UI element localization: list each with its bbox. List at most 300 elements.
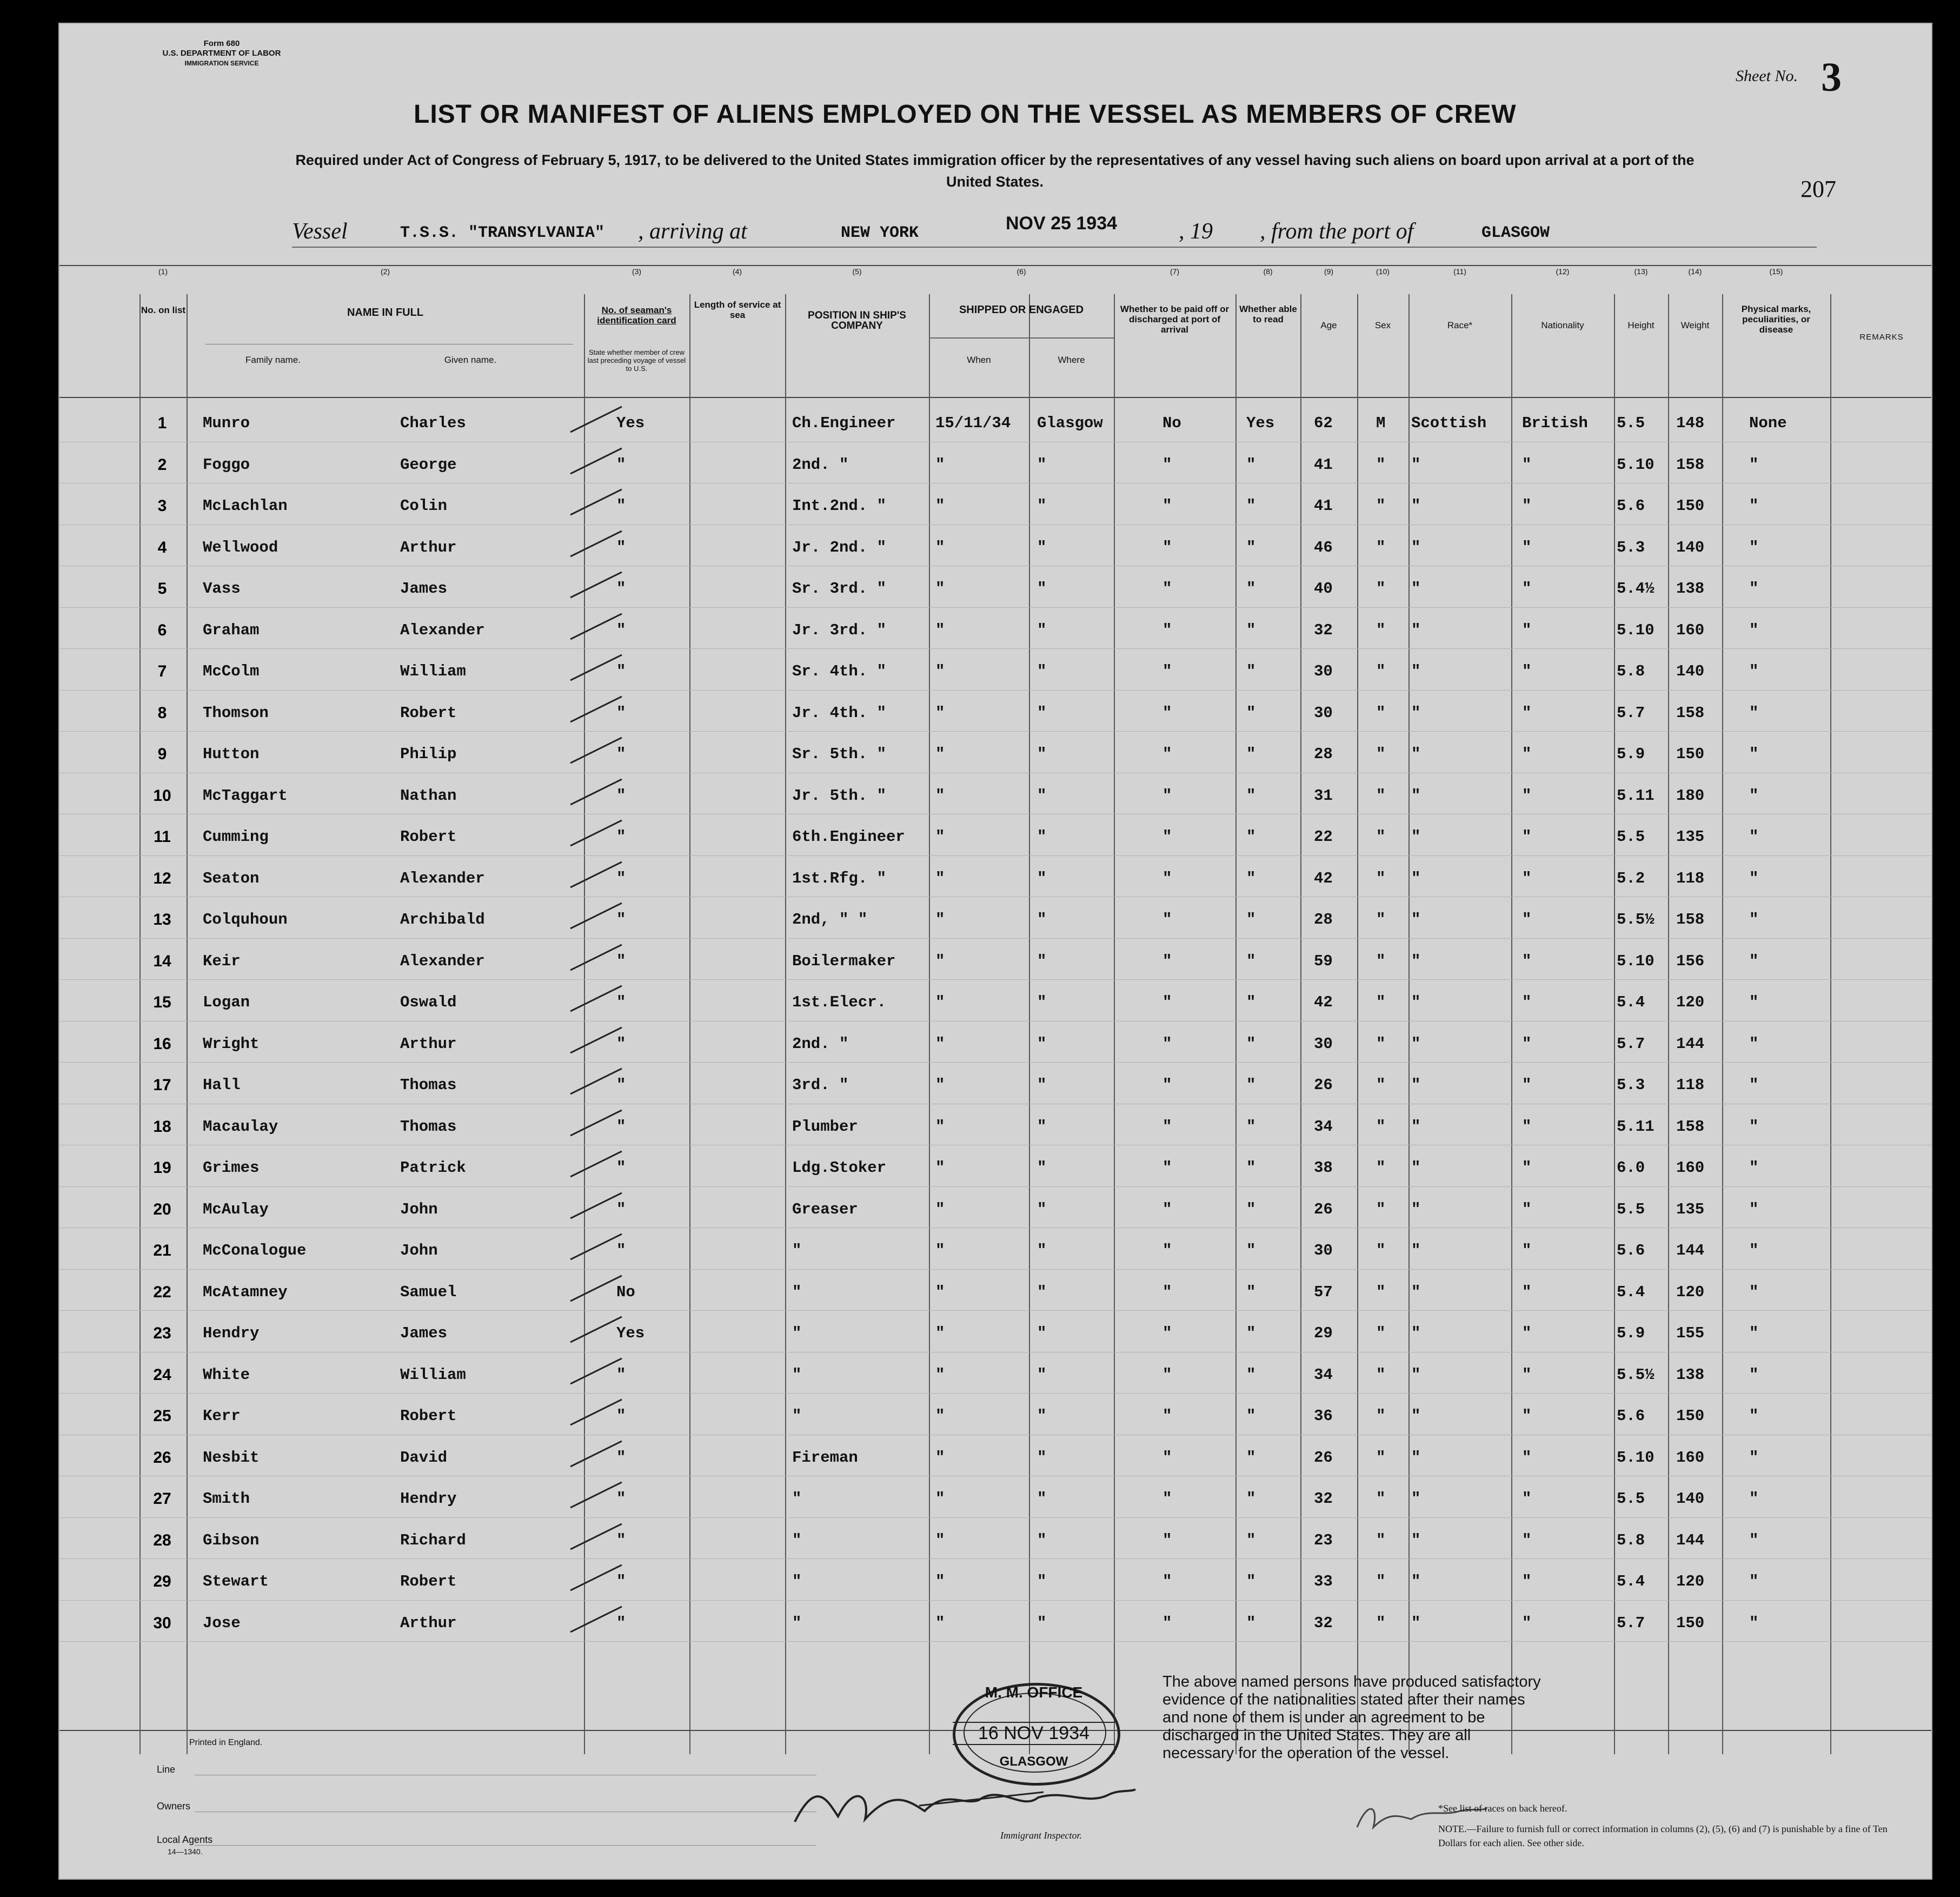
row-age: 38 [1314, 1159, 1333, 1177]
header-family: Family name. [245, 355, 301, 365]
row-paid: " [1162, 1490, 1172, 1508]
row-when: " [935, 580, 945, 598]
row-age: 26 [1314, 1448, 1333, 1467]
row-nat: " [1522, 621, 1532, 639]
row-marks: " [1749, 538, 1759, 556]
row-given: Patrick [400, 1159, 466, 1177]
row-family: Gibson [203, 1531, 260, 1549]
row-race: " [1411, 704, 1421, 722]
row-where: " [1037, 828, 1047, 846]
row-where: " [1037, 455, 1047, 474]
header-name: NAME IN FULL [347, 307, 424, 319]
row-height: 5.7 [1617, 1614, 1645, 1632]
row-given: David [400, 1448, 448, 1467]
header-shipped: SHIPPED OR ENGAGED [959, 304, 1084, 316]
sheet-label: Sheet No. [1736, 67, 1798, 85]
row-race: " [1411, 1076, 1421, 1094]
row-sex: " [1376, 1034, 1386, 1053]
row-nat: " [1522, 1614, 1532, 1632]
row-paid: " [1162, 704, 1172, 722]
row-height: 5.3 [1617, 1076, 1645, 1094]
row-sex: " [1376, 1117, 1386, 1136]
row-age: 28 [1314, 911, 1333, 928]
row-age: 31 [1314, 786, 1333, 805]
row-paid: " [1162, 1076, 1172, 1094]
row-family: Smith [203, 1490, 250, 1508]
row-given: Richard [400, 1531, 466, 1549]
col-num: (14) [1688, 267, 1702, 276]
row-read: " [1246, 1283, 1256, 1301]
row-nat: " [1522, 1076, 1532, 1094]
row-family: Wellwood [203, 538, 278, 556]
row-nat: " [1522, 662, 1532, 680]
row-family: Wright [203, 1034, 260, 1053]
header-where: Where [1058, 355, 1085, 365]
row-paid: " [1162, 1324, 1172, 1342]
row-marks: " [1749, 1200, 1759, 1218]
header-remarks: REMARKS [1859, 333, 1904, 342]
row-when: " [935, 1365, 945, 1384]
row-race: " [1411, 497, 1421, 515]
row-paid: " [1162, 1531, 1172, 1549]
col-num: (15) [1769, 267, 1783, 276]
row-race: " [1411, 1283, 1421, 1301]
row-id: " [616, 993, 626, 1011]
row-sex: " [1376, 497, 1386, 515]
row-read: " [1246, 786, 1256, 805]
row-when: " [935, 1242, 945, 1259]
row-position: Ldg.Stoker [792, 1159, 887, 1177]
row-race: " [1411, 1573, 1421, 1590]
row-weight: 138 [1676, 1365, 1705, 1384]
row-where: " [1037, 1614, 1047, 1632]
row-id: " [616, 1365, 626, 1384]
row-marks: " [1749, 952, 1759, 970]
row-height: 5.4 [1617, 1283, 1645, 1301]
row-id: Yes [616, 1324, 645, 1342]
row-no: 23 [153, 1324, 171, 1342]
row-height: 5.5½ [1617, 1365, 1655, 1384]
row-paid: " [1162, 1159, 1172, 1177]
row-where: " [1037, 1034, 1047, 1053]
row-position: 2nd, " " [792, 911, 868, 928]
header-position: POSITION IN SHIP'S COMPANY [808, 310, 906, 331]
agents-label: Local Agents [157, 1834, 213, 1845]
row-height: 5.6 [1617, 1407, 1645, 1425]
row-given: Robert [400, 704, 457, 722]
row-paid: " [1162, 1117, 1172, 1136]
row-nat: " [1522, 1200, 1532, 1218]
row-no: 27 [153, 1490, 171, 1508]
row-no: 22 [153, 1283, 171, 1301]
row-paid: " [1162, 580, 1172, 598]
row-read: " [1246, 1531, 1256, 1549]
row-family: McConalogue [203, 1242, 307, 1259]
row-when: " [935, 745, 945, 763]
row-marks: " [1749, 1076, 1759, 1094]
row-where: " [1037, 1076, 1047, 1094]
form-title: LIST OR MANIFEST OF ALIENS EMPLOYED ON THE VESSEL AS MEMBERS OF CREW [414, 100, 1517, 129]
row-given: Nathan [400, 786, 457, 805]
row-race: " [1411, 1034, 1421, 1053]
row-where: " [1037, 1283, 1047, 1301]
row-age: 30 [1314, 1034, 1333, 1053]
row-read: " [1246, 538, 1256, 556]
row-marks: None [1749, 414, 1787, 432]
row-where: " [1037, 497, 1047, 515]
row-position: " [792, 1365, 802, 1384]
row-id: " [616, 869, 626, 887]
row-when: " [935, 1200, 945, 1218]
row-marks: " [1749, 993, 1759, 1011]
row-height: 5.5½ [1617, 911, 1655, 928]
row-no: 29 [153, 1573, 171, 1590]
row-where: " [1037, 1573, 1047, 1590]
form-number: Form 680 [203, 39, 240, 48]
row-nat: " [1522, 538, 1532, 556]
row-read: " [1246, 1448, 1256, 1467]
row-weight: 150 [1676, 745, 1705, 763]
header-weight: Weight [1680, 320, 1710, 330]
row-when: " [935, 1159, 945, 1177]
row-race: " [1411, 538, 1421, 556]
row-paid: " [1162, 952, 1172, 970]
row-family: McLachlan [203, 497, 288, 515]
row-age: 41 [1314, 497, 1333, 515]
row-read: " [1246, 869, 1256, 887]
row-family: McTaggart [203, 786, 288, 805]
row-when: " [935, 1034, 945, 1053]
row-id: " [616, 1242, 626, 1259]
row-nat: " [1522, 497, 1532, 515]
row-where: " [1037, 621, 1047, 639]
row-sex: " [1376, 1242, 1386, 1259]
row-paid: " [1162, 1034, 1172, 1053]
row-no: 14 [153, 952, 171, 970]
row-given: Arthur [400, 1614, 457, 1632]
row-no: 4 [157, 538, 167, 556]
col-num: (11) [1453, 267, 1466, 276]
stamp-date: 16 NOV 1934 [953, 1722, 1115, 1745]
row-no: 26 [153, 1448, 171, 1467]
row-when: " [935, 1531, 945, 1549]
row-race: " [1411, 1531, 1421, 1549]
row-marks: " [1749, 704, 1759, 722]
row-marks: " [1749, 745, 1759, 763]
row-when: " [935, 828, 945, 846]
row-race: " [1411, 869, 1421, 887]
row-height: 5.9 [1617, 1324, 1645, 1342]
row-position: " [792, 1614, 802, 1632]
row-when: " [935, 1117, 945, 1136]
row-read: " [1246, 497, 1256, 515]
row-position: Jr. 5th. " [792, 786, 887, 805]
row-read: Yes [1246, 414, 1275, 432]
row-read: " [1246, 828, 1256, 846]
row-weight: 135 [1676, 1200, 1705, 1218]
row-age: 41 [1314, 455, 1333, 474]
row-sex: " [1376, 538, 1386, 556]
row-nat: " [1522, 1324, 1532, 1342]
row-family: Foggo [203, 455, 250, 474]
row-nat: " [1522, 1034, 1532, 1053]
row-no: 24 [153, 1365, 171, 1384]
row-marks: " [1749, 1365, 1759, 1384]
row-nat: " [1522, 455, 1532, 474]
row-position: Boilermaker [792, 952, 896, 970]
row-where: " [1037, 704, 1047, 722]
row-given: Philip [400, 745, 457, 763]
row-given: Arthur [400, 538, 457, 556]
row-given: Hendry [400, 1490, 457, 1508]
row-family: Grimes [203, 1159, 260, 1177]
row-age: 29 [1314, 1324, 1333, 1342]
col-num: (8) [1263, 267, 1273, 276]
row-weight: 138 [1676, 580, 1705, 598]
row-age: 42 [1314, 993, 1333, 1011]
row-given: Thomas [400, 1076, 457, 1094]
row-given: John [400, 1242, 438, 1259]
row-race: " [1411, 1614, 1421, 1632]
row-height: 5.2 [1617, 869, 1645, 887]
manifest-sheet [58, 23, 1932, 1880]
row-where: " [1037, 1159, 1047, 1177]
row-weight: 140 [1676, 662, 1705, 680]
row-given: Colin [400, 497, 448, 515]
row-height: 5.5 [1617, 828, 1645, 846]
row-id: " [616, 580, 626, 598]
row-where: " [1037, 1324, 1047, 1342]
row-nat: " [1522, 1242, 1532, 1259]
row-sex: " [1376, 662, 1386, 680]
row-nat: " [1522, 786, 1532, 805]
row-when: " [935, 538, 945, 556]
row-weight: 160 [1676, 621, 1705, 639]
row-where: " [1037, 869, 1047, 887]
row-id: " [616, 745, 626, 763]
header-given: Given name. [444, 355, 497, 365]
row-race: " [1411, 911, 1421, 928]
row-age: 26 [1314, 1200, 1333, 1218]
row-position: Jr. 3rd. " [792, 621, 887, 639]
col-num: (4) [732, 267, 742, 276]
form-code: 14—1340. [168, 1847, 203, 1856]
row-read: " [1246, 1242, 1256, 1259]
row-no: 16 [153, 1034, 171, 1053]
row-no: 30 [153, 1614, 171, 1632]
row-position: 2nd. " [792, 1034, 849, 1053]
row-marks: " [1749, 621, 1759, 639]
row-height: 5.10 [1617, 1448, 1655, 1467]
row-age: 34 [1314, 1117, 1333, 1136]
row-race: Scottish [1411, 414, 1487, 432]
row-when: 15/11/34 [935, 414, 1011, 432]
row-position: Sr. 4th. " [792, 662, 887, 680]
row-race: " [1411, 1117, 1421, 1136]
row-marks: " [1749, 1407, 1759, 1425]
row-race: " [1411, 1200, 1421, 1218]
row-paid: " [1162, 621, 1172, 639]
row-weight: 150 [1676, 1614, 1705, 1632]
row-read: " [1246, 1614, 1256, 1632]
row-marks: " [1749, 1117, 1759, 1136]
header-id-card: No. of seaman's identification card [597, 305, 676, 326]
row-read: " [1246, 455, 1256, 474]
row-weight: 180 [1676, 786, 1705, 805]
row-race: " [1411, 621, 1421, 639]
row-height: 5.8 [1617, 662, 1645, 680]
row-race: " [1411, 1242, 1421, 1259]
row-position: Ch.Engineer [792, 414, 896, 432]
col-num: (6) [1016, 267, 1026, 276]
row-paid: " [1162, 1283, 1172, 1301]
row-family: White [203, 1365, 250, 1384]
row-no: 2 [157, 455, 167, 474]
row-height: 5.10 [1617, 952, 1655, 970]
row-read: " [1246, 1324, 1256, 1342]
row-given: Robert [400, 1573, 457, 1590]
row-race: " [1411, 455, 1421, 474]
row-height: 5.9 [1617, 745, 1645, 763]
row-id: " [616, 828, 626, 846]
row-sex: " [1376, 1573, 1386, 1590]
row-race: " [1411, 828, 1421, 846]
row-read: " [1246, 952, 1256, 970]
row-weight: 120 [1676, 1573, 1705, 1590]
row-family: Thomson [203, 704, 269, 722]
row-marks: " [1749, 1159, 1759, 1177]
row-id: " [616, 1531, 626, 1549]
row-race: " [1411, 1407, 1421, 1425]
row-age: 32 [1314, 1614, 1333, 1632]
row-when: " [935, 455, 945, 474]
row-position: Sr. 5th. " [792, 745, 887, 763]
row-marks: " [1749, 1242, 1759, 1259]
row-sex: " [1376, 1159, 1386, 1177]
row-sex: " [1376, 1283, 1386, 1301]
row-where: " [1037, 786, 1047, 805]
row-age: 34 [1314, 1365, 1333, 1384]
from-label: , from the port of [1260, 219, 1414, 244]
row-paid: " [1162, 1200, 1172, 1218]
row-sex: " [1376, 993, 1386, 1011]
row-given: Oswald [400, 993, 457, 1011]
departure-port: GLASGOW [1481, 224, 1550, 242]
row-marks: " [1749, 662, 1759, 680]
row-marks: " [1749, 580, 1759, 598]
row-marks: " [1749, 1490, 1759, 1508]
col-num: (10) [1376, 267, 1390, 276]
col-num: (9) [1324, 267, 1334, 276]
row-height: 5.10 [1617, 621, 1655, 639]
row-sex: " [1376, 1365, 1386, 1384]
row-no: 17 [153, 1076, 171, 1094]
row-race: " [1411, 952, 1421, 970]
row-read: " [1246, 1034, 1256, 1053]
vessel-name: T.S.S. "TRANSYLVANIA" [400, 224, 605, 242]
row-read: " [1246, 1076, 1256, 1094]
row-where: " [1037, 580, 1047, 598]
row-when: " [935, 1573, 945, 1590]
row-position: Jr. 2nd. " [792, 538, 887, 556]
row-when: " [935, 621, 945, 639]
row-when: " [935, 1407, 945, 1425]
row-family: Stewart [203, 1573, 269, 1590]
row-where: " [1037, 662, 1047, 680]
row-paid: " [1162, 662, 1172, 680]
row-height: 5.5 [1617, 1490, 1645, 1508]
row-given: Alexander [400, 869, 485, 887]
inspector-label: Immigrant Inspector. [1000, 1830, 1082, 1841]
row-sex: " [1376, 1324, 1386, 1342]
row-paid: " [1162, 1407, 1172, 1425]
row-where: Glasgow [1037, 414, 1103, 432]
row-where: " [1037, 1200, 1047, 1218]
arrival-date: NOV 25 1934 [1006, 213, 1118, 234]
row-where: " [1037, 1365, 1047, 1384]
row-given: James [400, 1324, 448, 1342]
row-position: " [792, 1324, 802, 1342]
row-no: 18 [153, 1117, 171, 1136]
row-age: 30 [1314, 1242, 1333, 1259]
row-marks: " [1749, 1573, 1759, 1590]
row-read: " [1246, 1407, 1256, 1425]
owners-label: Owners [157, 1801, 191, 1812]
row-read: " [1246, 580, 1256, 598]
row-height: 5.5 [1617, 1200, 1645, 1218]
row-sex: M [1376, 414, 1386, 432]
row-weight: 144 [1676, 1034, 1705, 1053]
row-race: " [1411, 662, 1421, 680]
col-num: (3) [632, 267, 642, 276]
row-id: " [616, 497, 626, 515]
row-id: " [616, 1076, 626, 1094]
row-given: Thomas [400, 1117, 457, 1136]
row-position: Int.2nd. " [792, 497, 887, 515]
row-race: " [1411, 1490, 1421, 1508]
header-nationality: Nationality [1541, 320, 1584, 330]
row-position: Greaser [792, 1200, 858, 1218]
row-when: " [935, 497, 945, 515]
row-no: 3 [157, 497, 167, 515]
row-age: 30 [1314, 704, 1333, 722]
row-height: 6.0 [1617, 1159, 1645, 1177]
row-where: " [1037, 911, 1047, 928]
row-id: " [616, 786, 626, 805]
page-number: 207 [1800, 176, 1836, 202]
row-read: " [1246, 911, 1256, 928]
row-weight: 135 [1676, 828, 1705, 846]
row-where: " [1037, 1531, 1047, 1549]
row-when: " [935, 704, 945, 722]
row-family: Hall [203, 1076, 241, 1094]
row-sex: " [1376, 704, 1386, 722]
row-where: " [1037, 538, 1047, 556]
row-when: " [935, 1324, 945, 1342]
row-read: " [1246, 1200, 1256, 1218]
row-nat: " [1522, 1448, 1532, 1467]
row-given: Alexander [400, 621, 485, 639]
row-weight: 160 [1676, 1448, 1705, 1467]
col-num: (13) [1634, 267, 1648, 276]
row-height: 5.11 [1617, 1117, 1655, 1136]
row-weight: 120 [1676, 993, 1705, 1011]
row-marks: " [1749, 911, 1759, 928]
printed-note: Printed in England. [189, 1738, 263, 1747]
row-when: " [935, 662, 945, 680]
row-position: " [792, 1407, 802, 1425]
row-race: " [1411, 580, 1421, 598]
